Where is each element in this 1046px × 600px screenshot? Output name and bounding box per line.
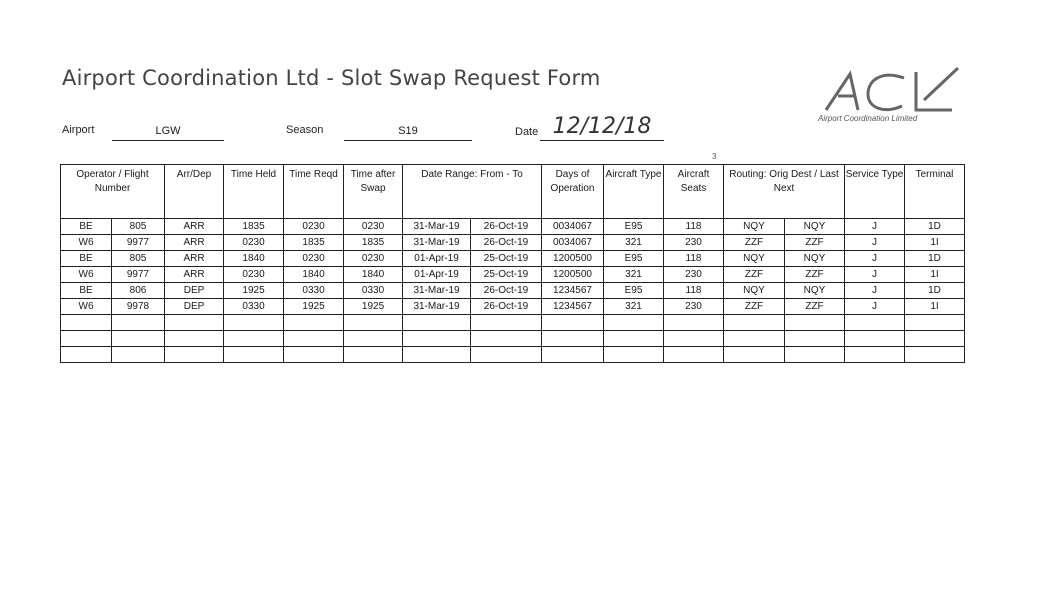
cell-arr-dep: ARR: [165, 219, 224, 235]
cell-service-type: J: [845, 267, 905, 283]
cell-empty: [112, 315, 165, 331]
cell-arr-dep: ARR: [165, 251, 224, 267]
cell-empty: [344, 315, 403, 331]
cell-empty: [785, 331, 845, 347]
table-header-row: [61, 165, 965, 219]
cell-seats: 118: [664, 283, 724, 299]
table-row: [61, 251, 965, 267]
cell-empty: [165, 331, 224, 347]
cell-seats: 118: [664, 251, 724, 267]
cell-empty: [61, 347, 112, 363]
cell-orig: ZZF: [724, 299, 785, 315]
cell-date-from: 31-Mar-19: [403, 235, 471, 251]
cell-flight: 9977: [112, 235, 165, 251]
cell-seats: 230: [664, 267, 724, 283]
cell-aircraft-type: E95: [604, 219, 664, 235]
cell-date-to: 25-Oct-19: [471, 267, 542, 283]
header-aircraft-type: Aircraft Type: [604, 165, 664, 219]
cell-empty: [724, 315, 785, 331]
cell-time-after: 1925: [344, 299, 403, 315]
cell-date-to: 26-Oct-19: [471, 283, 542, 299]
cell-empty: [785, 315, 845, 331]
cell-terminal: 1I: [905, 235, 965, 251]
cell-seats: 230: [664, 235, 724, 251]
cell-empty: [403, 331, 471, 347]
cell-empty: [471, 331, 542, 347]
cell-date-from: 31-Mar-19: [403, 283, 471, 299]
form-title: Airport Coordination Ltd - Slot Swap Request Form: [62, 66, 601, 90]
cell-empty: [905, 315, 965, 331]
cell-empty: [724, 331, 785, 347]
cell-service-type: J: [845, 299, 905, 315]
cell-time-reqd: 0330: [284, 283, 344, 299]
header-days-of-operation: Days of Operation: [542, 165, 604, 219]
cell-days: 1200500: [542, 267, 604, 283]
cell-days: 0034067: [542, 219, 604, 235]
cell-orig: ZZF: [724, 267, 785, 283]
cell-operator: BE: [61, 283, 112, 299]
cell-empty: [112, 331, 165, 347]
cell-time-reqd: 0230: [284, 251, 344, 267]
cell-empty: [542, 331, 604, 347]
cell-date-to: 25-Oct-19: [471, 251, 542, 267]
cell-empty: [403, 315, 471, 331]
cell-date-to: 26-Oct-19: [471, 299, 542, 315]
header-terminal: Terminal: [905, 165, 965, 219]
cell-empty: [845, 331, 905, 347]
cell-empty: [905, 331, 965, 347]
cell-empty: [664, 315, 724, 331]
acl-logo-icon: [812, 64, 962, 116]
cell-operator: W6: [61, 267, 112, 283]
header-routing: Routing: Orig Dest / Last Next: [724, 165, 845, 219]
cell-days: 1200500: [542, 251, 604, 267]
cell-time-reqd: 1840: [284, 267, 344, 283]
cell-empty: [165, 347, 224, 363]
header-time-held: Time Held: [224, 165, 284, 219]
cell-time-held: 1840: [224, 251, 284, 267]
cell-orig: NQY: [724, 251, 785, 267]
cell-service-type: J: [845, 219, 905, 235]
cell-empty: [224, 315, 284, 331]
season-value: S19: [344, 124, 472, 141]
cell-dest: NQY: [785, 219, 845, 235]
cell-aircraft-type: 321: [604, 299, 664, 315]
cell-arr-dep: ARR: [165, 267, 224, 283]
cell-empty: [344, 331, 403, 347]
cell-time-held: 1835: [224, 219, 284, 235]
cell-orig: NQY: [724, 283, 785, 299]
cell-dest: ZZF: [785, 235, 845, 251]
cell-empty: [224, 347, 284, 363]
cell-seats: 230: [664, 299, 724, 315]
page-mark: 3: [712, 152, 717, 161]
cell-empty: [112, 347, 165, 363]
cell-date-from: 31-Mar-19: [403, 299, 471, 315]
cell-date-from: 31-Mar-19: [403, 219, 471, 235]
cell-arr-dep: DEP: [165, 299, 224, 315]
cell-orig: ZZF: [724, 235, 785, 251]
header-service-type: Service Type: [845, 165, 905, 219]
slot-swap-table: [60, 164, 965, 363]
cell-empty: [604, 315, 664, 331]
table-row: [61, 315, 965, 331]
cell-orig: NQY: [724, 219, 785, 235]
cell-time-after: 0330: [344, 283, 403, 299]
cell-empty: [344, 347, 403, 363]
cell-terminal: 1I: [905, 267, 965, 283]
cell-terminal: 1D: [905, 283, 965, 299]
cell-empty: [905, 347, 965, 363]
airport-label: Airport: [62, 124, 95, 136]
cell-empty: [604, 331, 664, 347]
cell-aircraft-type: E95: [604, 251, 664, 267]
date-label: Date: [515, 126, 539, 138]
cell-time-after: 1835: [344, 235, 403, 251]
cell-time-after: 0230: [344, 219, 403, 235]
cell-empty: [542, 347, 604, 363]
header-time-after-swap: Time after Swap: [344, 165, 403, 219]
cell-empty: [604, 347, 664, 363]
cell-operator: BE: [61, 219, 112, 235]
cell-aircraft-type: 321: [604, 267, 664, 283]
cell-time-after: 0230: [344, 251, 403, 267]
cell-dest: ZZF: [785, 267, 845, 283]
cell-flight: 805: [112, 251, 165, 267]
cell-operator: BE: [61, 251, 112, 267]
cell-flight: 9977: [112, 267, 165, 283]
cell-time-reqd: 0230: [284, 219, 344, 235]
cell-time-reqd: 1925: [284, 299, 344, 315]
cell-empty: [471, 347, 542, 363]
table-row: [61, 219, 965, 235]
cell-empty: [785, 347, 845, 363]
acl-logo: [812, 64, 972, 128]
cell-empty: [724, 347, 785, 363]
cell-empty: [664, 347, 724, 363]
cell-empty: [542, 315, 604, 331]
cell-empty: [224, 331, 284, 347]
header-arr-dep: Arr/Dep: [165, 165, 224, 219]
table-row: [61, 235, 965, 251]
cell-empty: [845, 315, 905, 331]
logo-caption: Airport Coordination Limited: [818, 114, 918, 123]
cell-operator: W6: [61, 235, 112, 251]
cell-empty: [284, 315, 344, 331]
header-operator-flight: Operator / Flight Number: [61, 165, 165, 219]
cell-empty: [403, 347, 471, 363]
cell-time-after: 1840: [344, 267, 403, 283]
cell-aircraft-type: 321: [604, 235, 664, 251]
cell-terminal: 1I: [905, 299, 965, 315]
cell-date-to: 26-Oct-19: [471, 235, 542, 251]
cell-service-type: J: [845, 283, 905, 299]
cell-dest: ZZF: [785, 299, 845, 315]
cell-service-type: J: [845, 251, 905, 267]
cell-time-held: 1925: [224, 283, 284, 299]
cell-empty: [284, 347, 344, 363]
cell-time-reqd: 1835: [284, 235, 344, 251]
header-time-reqd: Time Reqd: [284, 165, 344, 219]
cell-seats: 118: [664, 219, 724, 235]
cell-date-to: 26-Oct-19: [471, 219, 542, 235]
cell-date-from: 01-Apr-19: [403, 267, 471, 283]
cell-empty: [845, 347, 905, 363]
cell-time-held: 0230: [224, 235, 284, 251]
cell-flight: 805: [112, 219, 165, 235]
cell-arr-dep: DEP: [165, 283, 224, 299]
cell-empty: [284, 331, 344, 347]
table-row: [61, 331, 965, 347]
cell-dest: NQY: [785, 283, 845, 299]
cell-days: 1234567: [542, 283, 604, 299]
header-aircraft-seats: Aircraft Seats: [664, 165, 724, 219]
table-row: [61, 347, 965, 363]
cell-aircraft-type: E95: [604, 283, 664, 299]
cell-time-held: 0330: [224, 299, 284, 315]
cell-service-type: J: [845, 235, 905, 251]
cell-arr-dep: ARR: [165, 235, 224, 251]
cell-empty: [471, 315, 542, 331]
cell-empty: [165, 315, 224, 331]
cell-flight: 9978: [112, 299, 165, 315]
cell-date-from: 01-Apr-19: [403, 251, 471, 267]
cell-empty: [664, 331, 724, 347]
table-row: [61, 299, 965, 315]
header-date-range: Date Range: From - To: [403, 165, 542, 219]
cell-days: 1234567: [542, 299, 604, 315]
date-value: 12/12/18: [540, 116, 664, 141]
cell-terminal: 1D: [905, 219, 965, 235]
airport-value: LGW: [112, 124, 224, 141]
cell-days: 0034067: [542, 235, 604, 251]
cell-operator: W6: [61, 299, 112, 315]
cell-time-held: 0230: [224, 267, 284, 283]
table-row: [61, 283, 965, 299]
cell-empty: [61, 315, 112, 331]
cell-empty: [61, 331, 112, 347]
cell-dest: NQY: [785, 251, 845, 267]
table-row: [61, 267, 965, 283]
cell-flight: 806: [112, 283, 165, 299]
cell-terminal: 1D: [905, 251, 965, 267]
season-label: Season: [286, 124, 324, 136]
